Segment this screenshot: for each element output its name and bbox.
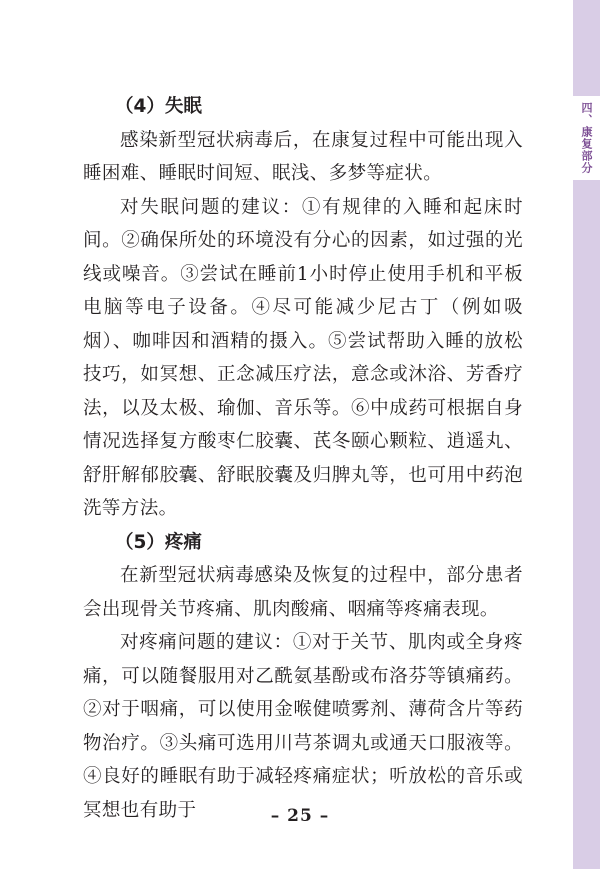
pain-advice-paragraph: 对疼痛问题的建议：①对于关节、肌肉或全身疼痛，可以随餐服用对乙酰氨基酚或布洛芬等镇痛药。②对于咽痛，可以使用金喉健喷雾剂、薄荷含片等药物治疗。③头痛可选用川芎茶调丸或通天口服液等。④良好的睡眠有助于减轻疼痛症状；听放松的音乐或冥想也有助于 bbox=[83, 632, 523, 821]
pain-intro-paragraph: 在新型冠状病毒感染及恢复的过程中，部分患者会出现骨关节疼痛、肌肉酸痛、咽痛等疼痛表现。 bbox=[83, 565, 523, 620]
chapter-tab bbox=[573, 96, 600, 180]
chapter-tab-label: 四、康复部分 bbox=[580, 102, 593, 174]
page-number: – 25 – bbox=[270, 806, 330, 826]
section-insomnia bbox=[83, 90, 523, 526]
section-pain bbox=[83, 526, 523, 828]
section-heading-pain: （5）疼痛 bbox=[115, 531, 202, 553]
page-body bbox=[83, 90, 523, 827]
insomnia-intro-paragraph: 感染新型冠状病毒后，在康复过程中可能出现入睡困难、睡眠时间短、眠浅、多梦等症状。 bbox=[83, 129, 523, 184]
section-heading-insomnia: （4）失眠 bbox=[115, 96, 202, 117]
insomnia-advice-paragraph: 对失眠问题的建议：①有规律的入睡和起床时间。②确保所处的环境没有分心的因素，如过强的光线或噪音。③尝试在睡前1小时停止使用手机和平板电脑等电子设备。④尽可能减少尼古丁（例如吸烟）、咖啡因和酒精的摄入。⑤尝试帮助入睡的放松技巧，如冥想、正念减压疗法，意念或沐浴、芳香疗法，以及太极、瑜伽、音乐等。⑥中成药可根据自身情况选择复方酸枣仁胶囊、芪冬颐心颗粒、逍遥丸、舒肝解郁胶囊、舒眠胶囊及归脾丸等，也可用中药泡洗等方法。 bbox=[83, 196, 523, 519]
